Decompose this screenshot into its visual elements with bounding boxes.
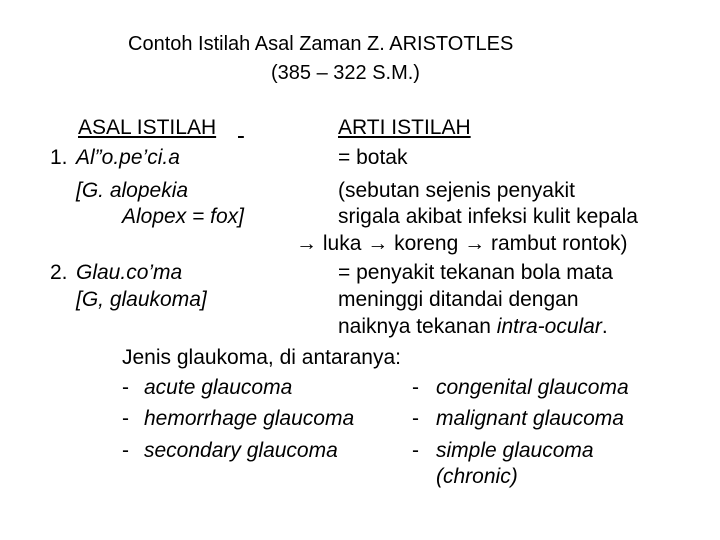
- entry-1-meaning-2: (sebutan sejenis penyakit: [338, 179, 575, 202]
- dash-left-2: -: [122, 407, 129, 430]
- entry-1-progression: [296, 233, 628, 254]
- glaucoma-types-heading: Jenis glaukoma, di antaranya:: [122, 346, 401, 369]
- entry-1-meaning-3: srigala akibat infeksi kulit kepala: [338, 205, 638, 228]
- type-congenital: congenital glaucoma: [436, 376, 629, 399]
- dash-right-2: -: [412, 407, 419, 430]
- type-simple: simple glaucoma: [436, 439, 594, 462]
- entry-2-meaning-1: = penyakit tekanan bola mata: [338, 261, 613, 284]
- type-hemorrhage: hemorrhage glaucoma: [144, 407, 355, 430]
- entry-2-meaning-3: [338, 316, 608, 337]
- right-arrow-icon: →: [464, 232, 486, 255]
- entry-2-term: Glau.co’ma: [76, 261, 183, 284]
- step-rambut-rontok: rambut rontok): [490, 232, 628, 255]
- dash-right-3: -: [412, 439, 419, 462]
- entry-1-number: 1.: [50, 146, 68, 169]
- entry-1-meaning-1: = botak: [338, 146, 408, 169]
- right-arrow-icon: →: [296, 232, 317, 255]
- step-luka: luka: [322, 232, 362, 255]
- type-acute: acute glaucoma: [144, 376, 293, 399]
- entry-2-meaning-2: meninggi ditandai dengan: [338, 288, 579, 311]
- dash-left-3: -: [122, 439, 129, 462]
- entry-2-number: 2.: [50, 261, 68, 284]
- intra-ocular-term: intra-ocular: [496, 315, 602, 338]
- meaning-3-period: .: [601, 315, 608, 338]
- entry-1-origin: [G. alopekia: [76, 179, 189, 202]
- right-arrow-icon: →: [367, 232, 389, 255]
- dash-right-1: -: [412, 376, 419, 399]
- meaning-3-text: naiknya tekanan: [338, 315, 497, 338]
- dash-left-1: -: [122, 376, 129, 399]
- entry-1-origin-2: Alopex = fox]: [122, 205, 244, 228]
- title-line-2: (385 – 322 S.M.): [271, 62, 420, 84]
- type-malignant: malignant glaucoma: [436, 407, 624, 430]
- header-arti-istilah-label: ARTI ISTILAH: [338, 116, 471, 139]
- type-secondary: secondary glaucoma: [144, 439, 338, 462]
- header-asal-istilah: ASAL ISTILAH: [78, 116, 217, 139]
- step-koreng: koreng: [394, 232, 459, 255]
- entry-2-origin: [G, glaukoma]: [76, 288, 207, 311]
- entry-1-term: Al”o.pe’ci.a: [76, 146, 180, 169]
- title-line-1: Contoh Istilah Asal Zaman Z. ARISTOTLES: [128, 33, 514, 55]
- header-arti-istilah: [238, 117, 338, 138]
- type-simple-note: (chronic): [436, 465, 518, 488]
